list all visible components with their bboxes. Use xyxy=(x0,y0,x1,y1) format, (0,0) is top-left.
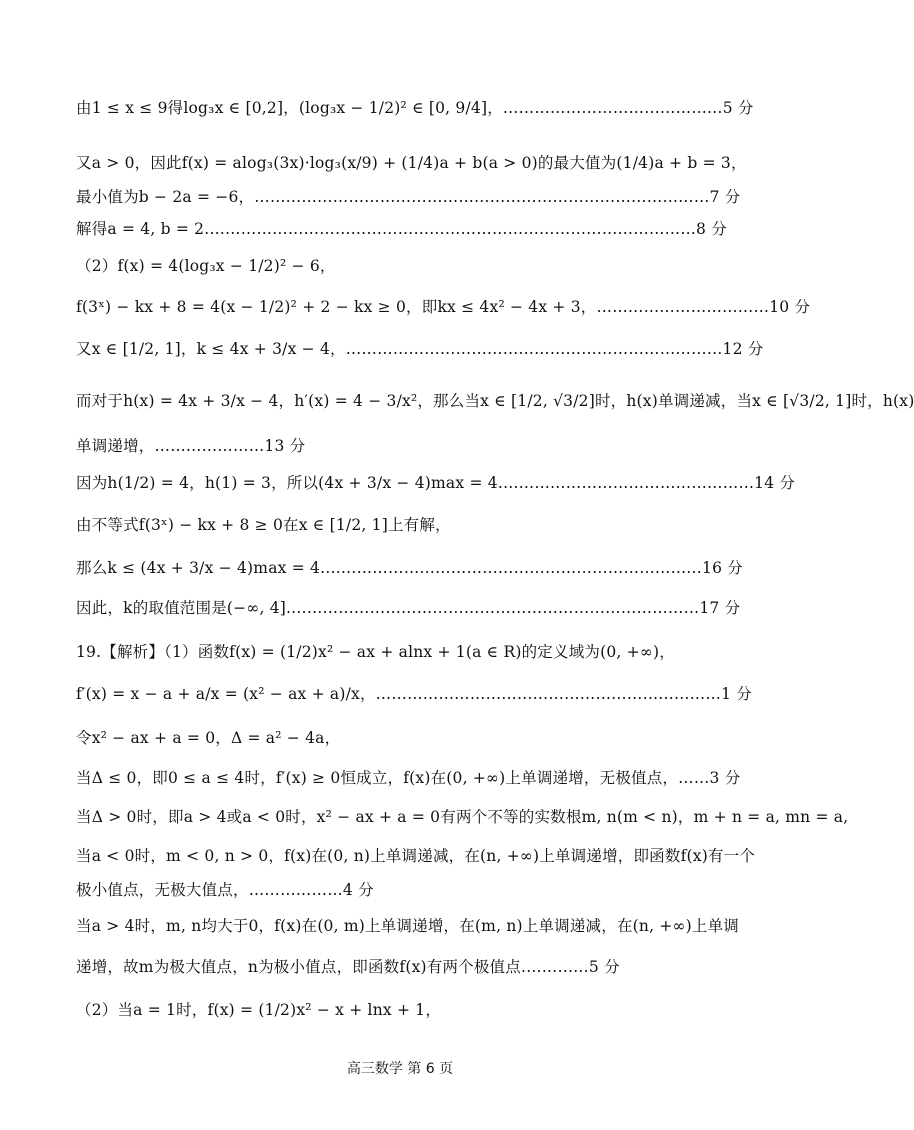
text-line-12: 那么k ≤ (4x + 3/x − 4)max = 4.………………………………………………………………16 分 xyxy=(76,559,743,577)
text-line-3: 最小值为b − 2a = −6，……………………………………………………………………………7 分 xyxy=(76,188,741,206)
page-footer: 高三数学 第 6 页 xyxy=(346,1061,454,1077)
text-line-21: 当a > 4时，m, n均大于0，f(x)在(0, m)上单调递增，在(m, n)上单调递减，在(n, +∞)上单调 xyxy=(76,917,739,935)
text-line-13: 因此，k的取值范围是(−∞, 4].……………………………………………………………………17 分 xyxy=(76,599,741,617)
text-line-17: 当Δ ≤ 0，即0 ≤ a ≤ 4时，f′(x) ≥ 0恒成立，f(x)在(0, +∞)上单调递增，无极值点，……3 分 xyxy=(76,769,741,787)
text-line-6: f(3ˣ) − kx + 8 = 4(x − 1/2)² + 2 − kx ≥ 0，即kx ≤ 4x² − 4x + 3，……………………………10 分 xyxy=(76,298,811,316)
text-line-7: 又x ∈ [1/2, 1]，k ≤ 4x + 3/x − 4，………………………………………………………………12 分 xyxy=(76,340,764,358)
text-line-2: 又a > 0，因此f(x) = alog₃(3x)·log₃(x/9) + (1/4)a + b(a > 0)的最大值为(1/4)a + b = 3， xyxy=(76,154,747,172)
text-line-23: （2）当a = 1时，f(x) = (1/2)x² − x + lnx + 1， xyxy=(76,1001,442,1019)
text-line-18: 当Δ > 0时，即a > 4或a < 0时，x² − ax + a = 0有两个不等的实数根m, n(m < n)，m + n = a, mn = a, xyxy=(76,808,849,826)
text-line-5: （2）f(x) = 4(log₃x − 1/2)² − 6， xyxy=(76,257,336,275)
text-line-9: 单调递增，…………………13 分 xyxy=(76,437,306,455)
text-line-11: 由不等式f(3ˣ) − kx + 8 ≥ 0在x ∈ [1/2, 1]上有解， xyxy=(76,516,451,534)
text-line-1: 由1 ≤ x ≤ 9得log₃x ∈ [0,2]，(log₃x − 1/2)² ∈ [0, 9/4]，……………………………………5 分 xyxy=(76,99,754,117)
text-line-8: 而对于h(x) = 4x + 3/x − 4，h′(x) = 4 − 3/x²，那么当x ∈ [1/2, √3/2]时，h(x)单调递减，当x ∈ [√3/2, 1]时，h(x) xyxy=(76,392,914,410)
text-line-10: 因为h(1/2) = 4，h(1) = 3，所以(4x + 3/x − 4)max = 4.…………………………………………14 分 xyxy=(76,474,796,492)
text-line-22: 递增，故m为极大值点，n为极小值点，即函数f(x)有两个极值点.…………5 分 xyxy=(76,958,620,976)
text-line-20: 极小值点，无极大值点，………………4 分 xyxy=(76,881,374,899)
text-line-16: 令x² − ax + a = 0，Δ = a² − 4a， xyxy=(76,729,341,747)
text-line-15: f′(x) = x − a + a/x = (x² − ax + a)/x，…………………………………………………………1 分 xyxy=(76,685,752,703)
text-line-14: 19.【解析】（1）函数f(x) = (1/2)x² − ax + alnx + 1(a ∈ R)的定义域为(0, +∞)， xyxy=(76,643,675,661)
text-line-4: 解得a = 4, b = 2.…………………………………………………………………………………8 分 xyxy=(76,220,727,238)
text-line-19: 当a < 0时，m < 0, n > 0，f(x)在(0, n)上单调递减，在(n, +∞)上单调递增，即函数f(x)有一个 xyxy=(76,847,756,865)
